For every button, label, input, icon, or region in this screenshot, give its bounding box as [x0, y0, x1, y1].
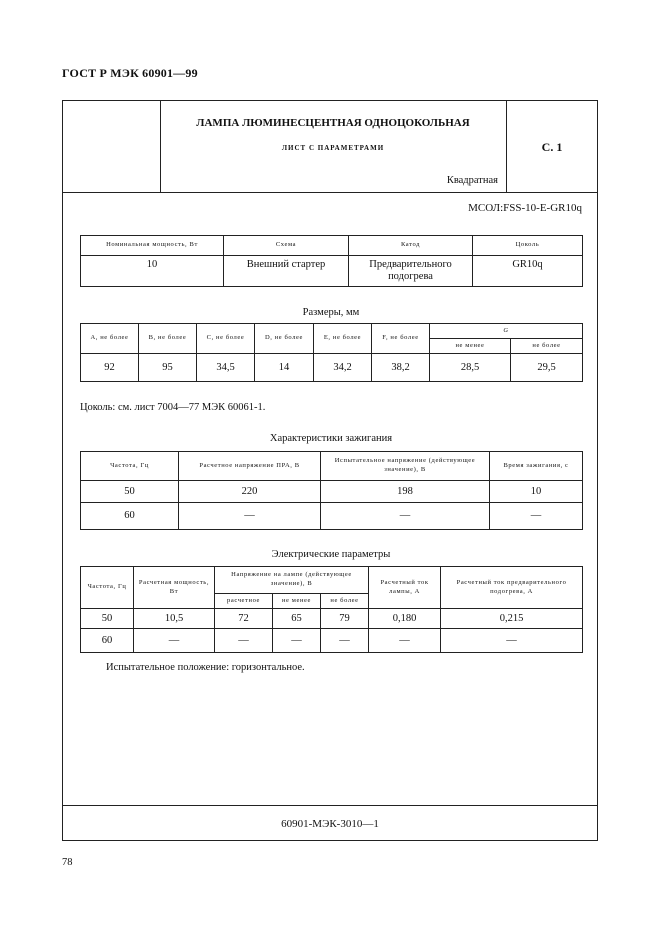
cell-el-voltage-min: 65 — [273, 609, 321, 629]
cell-el-voltage-max: — — [321, 629, 369, 653]
cell-el-freq: 50 — [81, 609, 134, 629]
ignition-table — [80, 451, 583, 530]
header-dim-a: A, не более — [81, 324, 139, 354]
header-ign-time: Время зажигания, с — [490, 452, 583, 481]
page-number: 78 — [62, 857, 73, 868]
cell-dim-f: 38,2 — [372, 354, 430, 382]
cell-el-preheat: 0,215 — [441, 609, 583, 629]
header-el-power: Расчетная мощность, Вт — [134, 567, 215, 609]
header-dim-b: B, не более — [139, 324, 197, 354]
cell-ign-freq: 60 — [81, 503, 179, 530]
general-table — [80, 235, 583, 287]
sheet-title: ЛАМПА ЛЮМИНЕСЦЕНТНАЯ ОДНОЦОКОЛЬНАЯ — [196, 117, 470, 129]
cell-ign-test-voltage: 198 — [321, 481, 490, 503]
cell-power: 10 — [81, 256, 224, 287]
header-dim-e: E, не более — [314, 324, 372, 354]
header-dim-d: D, не более — [255, 324, 314, 354]
cell-ign-test-voltage: — — [321, 503, 490, 530]
header-el-freq: Частота, Гц — [81, 567, 134, 609]
header-base: Цоколь — [473, 236, 583, 256]
cell-el-power: — — [134, 629, 215, 653]
cell-ign-voltage: — — [179, 503, 321, 530]
cell-el-voltage-min: — — [273, 629, 321, 653]
cell-ign-time: — — [490, 503, 583, 530]
dimensions-caption: Размеры, мм — [302, 307, 360, 318]
test-position-note: Испытательное положение: горизонтальное. — [106, 662, 305, 673]
header-cathode: Катод — [349, 236, 473, 256]
cell-dim-e: 34,2 — [314, 354, 372, 382]
cell-cathode: Предварительного подогрева — [349, 256, 473, 287]
sheet-subtitle: ЛИСТ С ПАРАМЕТРАМИ — [281, 144, 385, 152]
header-dim-g-max: не более — [511, 339, 583, 354]
footer-code: 60901-МЭК-3010—1 — [281, 818, 379, 830]
base-note: Цоколь: см. лист 7004—77 МЭК 60061-1. — [80, 402, 266, 413]
header-dim-g: G — [430, 324, 583, 339]
cell-base: GR10q — [473, 256, 583, 287]
cell-el-power: 10,5 — [134, 609, 215, 629]
header-scheme: Схема — [224, 236, 349, 256]
header-ign-freq: Частота, Гц — [81, 452, 179, 481]
cell-el-current: 0,180 — [369, 609, 441, 629]
cell-el-preheat: — — [441, 629, 583, 653]
cell-el-voltage-rated: 72 — [215, 609, 273, 629]
cell-el-voltage-max: 79 — [321, 609, 369, 629]
dimensions-table — [80, 323, 583, 382]
header-el-voltage-max: не более — [321, 594, 369, 609]
electrical-table — [80, 566, 583, 653]
cell-ign-freq: 50 — [81, 481, 179, 503]
title-bottom-rule — [62, 192, 598, 193]
header-el-preheat: Расчетный ток предварительного подогрева, А — [441, 567, 583, 609]
header-dim-c: C, не более — [197, 324, 255, 354]
cell-dim-g-max: 29,5 — [511, 354, 583, 382]
header-el-voltage-rated: расчетное — [215, 594, 273, 609]
cell-ign-time: 10 — [490, 481, 583, 503]
cell-dim-g-min: 28,5 — [430, 354, 511, 382]
document-header: ГОСТ Р МЭК 60901—99 — [62, 66, 198, 80]
lamp-designation: МСОЛ:FSS-10-E-GR10q — [468, 202, 582, 214]
header-dim-f: F, не более — [372, 324, 430, 354]
ignition-caption: Характеристики зажигания — [269, 433, 393, 444]
header-ign-test-voltage: Испытательное напряжение (действующее значение), В — [321, 452, 490, 481]
cell-dim-a: 92 — [81, 354, 139, 382]
cell-scheme: Внешний стартер — [224, 256, 349, 287]
cell-el-voltage-rated: — — [215, 629, 273, 653]
cell-dim-c: 34,5 — [197, 354, 255, 382]
header-el-current: Расчетный ток лампы, А — [369, 567, 441, 609]
header-dim-g-min: не менее — [430, 339, 511, 354]
header-el-voltage: Напряжение на лампе (действующее значение), В — [215, 567, 369, 594]
sheet-page-number: С. 1 — [541, 140, 563, 154]
cell-dim-d: 14 — [255, 354, 314, 382]
electrical-caption: Электрические параметры — [271, 549, 391, 560]
header-ign-voltage: Расчетное напряжение ПРА, В — [179, 452, 321, 481]
cell-el-current: — — [369, 629, 441, 653]
footer-rule — [62, 805, 598, 806]
header-el-voltage-min: не менее — [273, 594, 321, 609]
header-power: Номинальная мощность, Вт — [81, 236, 224, 256]
cell-ign-voltage: 220 — [179, 481, 321, 503]
cell-dim-b: 95 — [139, 354, 197, 382]
lamp-shape: Квадратная — [446, 175, 498, 186]
cell-el-freq: 60 — [81, 629, 134, 653]
